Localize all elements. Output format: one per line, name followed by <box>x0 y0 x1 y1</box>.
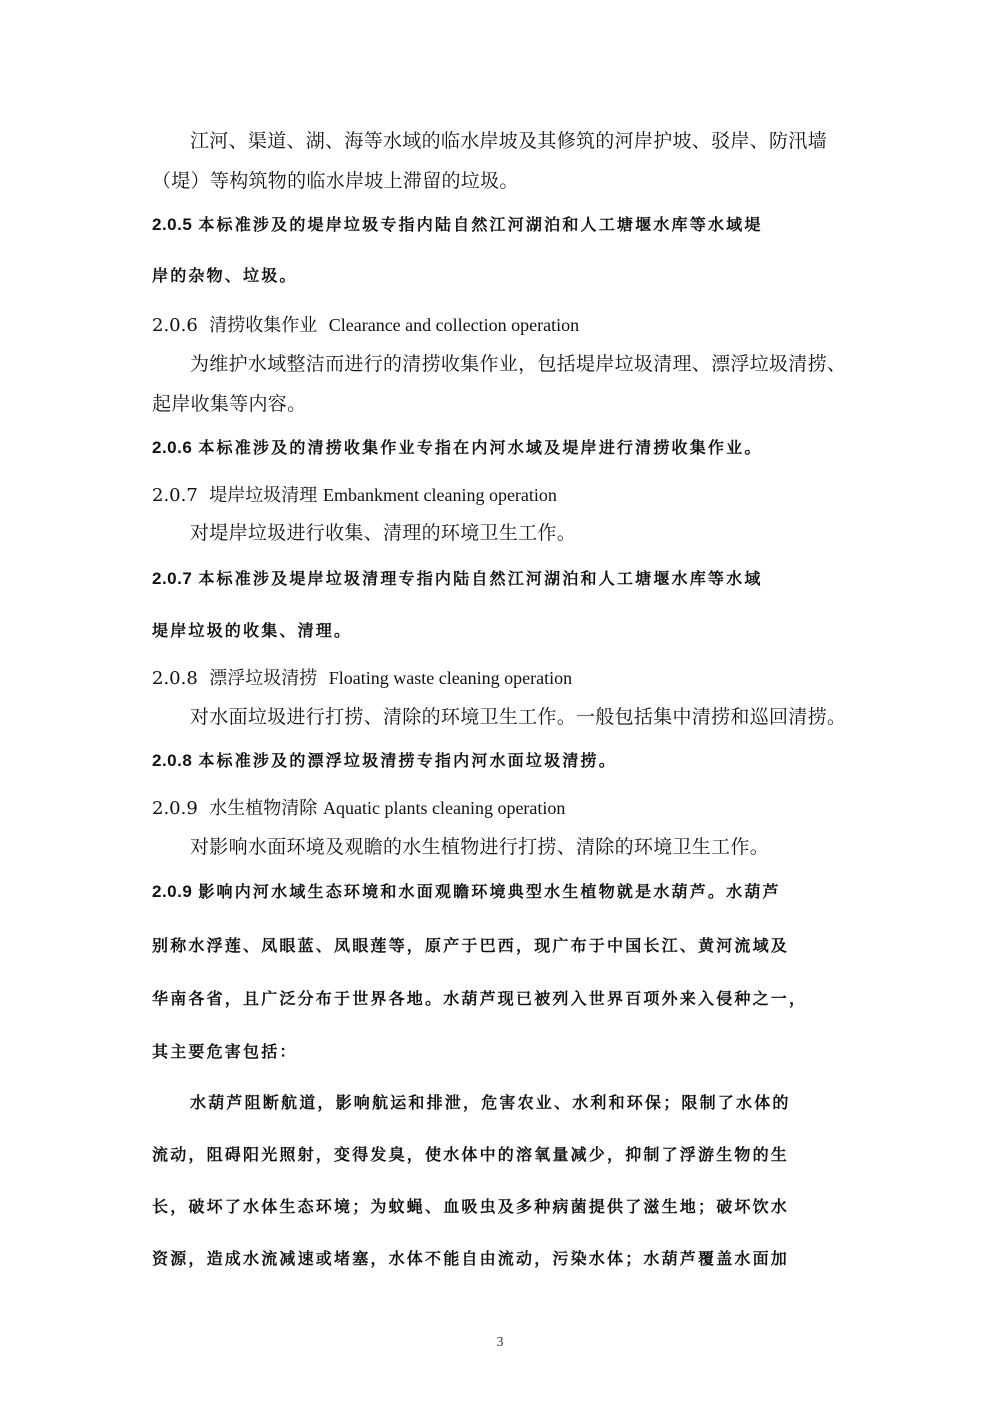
note-text: 影响内河水域生态环境和水面观瞻环境典型水生植物就是水葫芦。水葫芦 <box>198 882 781 901</box>
definition-text-line: 对水面垃圾进行打捞、清除的环境卫生工作。一般包括集中清捞和巡回清捞。 <box>190 706 847 728</box>
note-text: 本标准涉及的清捞收集作业专指在内河水域及堤岸进行清捞收集作业。 <box>198 438 763 457</box>
clause-note-2-0-9 <box>152 880 852 904</box>
term-heading-2-0-9 <box>152 796 852 821</box>
definition-text-line: 对影响水面环境及观瞻的水生植物进行打捞、清除的环境卫生工作。 <box>190 836 770 858</box>
clause-note-2-0-8 <box>152 749 852 773</box>
term-name-cn: 漂浮垃圾清捞 <box>209 668 318 689</box>
term-name-en: Aquatic plants cleaning operation <box>323 798 566 818</box>
clause-number: 2.0.8 <box>152 751 193 770</box>
note-text: 本标准涉及的堤岸垃圾专指内陆自然江河湖泊和人工塘堰水库等水域堤 <box>198 215 763 234</box>
term-heading-2-0-6 <box>152 313 852 338</box>
page-number: 3 <box>496 1335 504 1350</box>
term-name-cn: 清捞收集作业 <box>209 315 318 336</box>
note-text-line: 资源，造成水流减速或堵塞，水体不能自由流动，污染水体；水葫芦覆盖水面加 <box>152 1249 790 1268</box>
definition-text-line: 为维护水域整洁而进行的清捞收集作业，包括堤岸垃圾清理、漂浮垃圾清捞、 <box>190 353 847 375</box>
clause-note-2-0-6 <box>152 436 852 460</box>
term-name-cn: 水生植物清除 <box>209 798 318 819</box>
note-text-line: 堤岸垃圾的收集、清理。 <box>152 621 353 640</box>
note-text-line: 其主要危害包括： <box>152 1042 298 1061</box>
clause-note-2-0-7 <box>152 567 852 591</box>
term-number: 2.0.6 <box>152 315 198 336</box>
clause-number: 2.0.5 <box>152 215 193 234</box>
term-name-cn: 堤岸垃圾清理 <box>209 485 318 506</box>
term-number: 2.0.7 <box>152 485 198 506</box>
definition-text-line: 对堤岸垃圾进行收集、清理的环境卫生工作。 <box>190 522 577 544</box>
definition-text-line: 江河、渠道、湖、海等水域的临水岸坡及其修筑的河岸护坡、驳岸、防汛墙 <box>190 130 827 152</box>
definition-text-line: （堤）等构筑物的临水岸坡上滞留的垃圾。 <box>152 170 519 192</box>
note-text-line: 流动，阻碍阳光照射，变得发臭，使水体中的溶氧量减少，抑制了浮游生物的生 <box>152 1145 790 1164</box>
term-name-en: Clearance and collection operation <box>328 315 580 335</box>
definition-text-line: 起岸收集等内容。 <box>152 393 307 415</box>
clause-number: 2.0.7 <box>152 569 193 588</box>
term-number: 2.0.9 <box>152 798 198 819</box>
clause-number: 2.0.9 <box>152 882 193 901</box>
note-text-line: 长，破坏了水体生态环境；为蚊蝇、血吸虫及多种病菌提供了滋生地；破坏饮水 <box>152 1197 790 1216</box>
note-text-line: 水葫芦阻断航道，影响航运和排泄，危害农业、水利和环保；限制了水体的 <box>190 1093 791 1112</box>
note-text: 本标准涉及的漂浮垃圾清捞专指内河水面垃圾清捞。 <box>198 751 617 770</box>
note-text-line: 岸的杂物、垃圾。 <box>152 266 298 285</box>
term-heading-2-0-8 <box>152 666 852 691</box>
term-name-en: Floating waste cleaning operation <box>328 668 573 688</box>
clause-number: 2.0.6 <box>152 438 193 457</box>
note-text: 本标准涉及堤岸垃圾清理专指内陆自然江河湖泊和人工塘堰水库等水域 <box>198 569 763 588</box>
term-name-en: Embankment cleaning operation <box>323 485 557 505</box>
term-number: 2.0.8 <box>152 668 198 689</box>
term-heading-2-0-7 <box>152 483 852 508</box>
note-text-line: 别称水浮莲、凤眼蓝、凤眼莲等，原产于巴西，现广布于中国长江、黄河流域及 <box>152 936 790 955</box>
note-text-line: 华南各省，且广泛分布于世界各地。水葫芦现已被列入世界百项外来入侵种之一， <box>152 989 808 1008</box>
clause-note-2-0-5 <box>152 213 852 237</box>
